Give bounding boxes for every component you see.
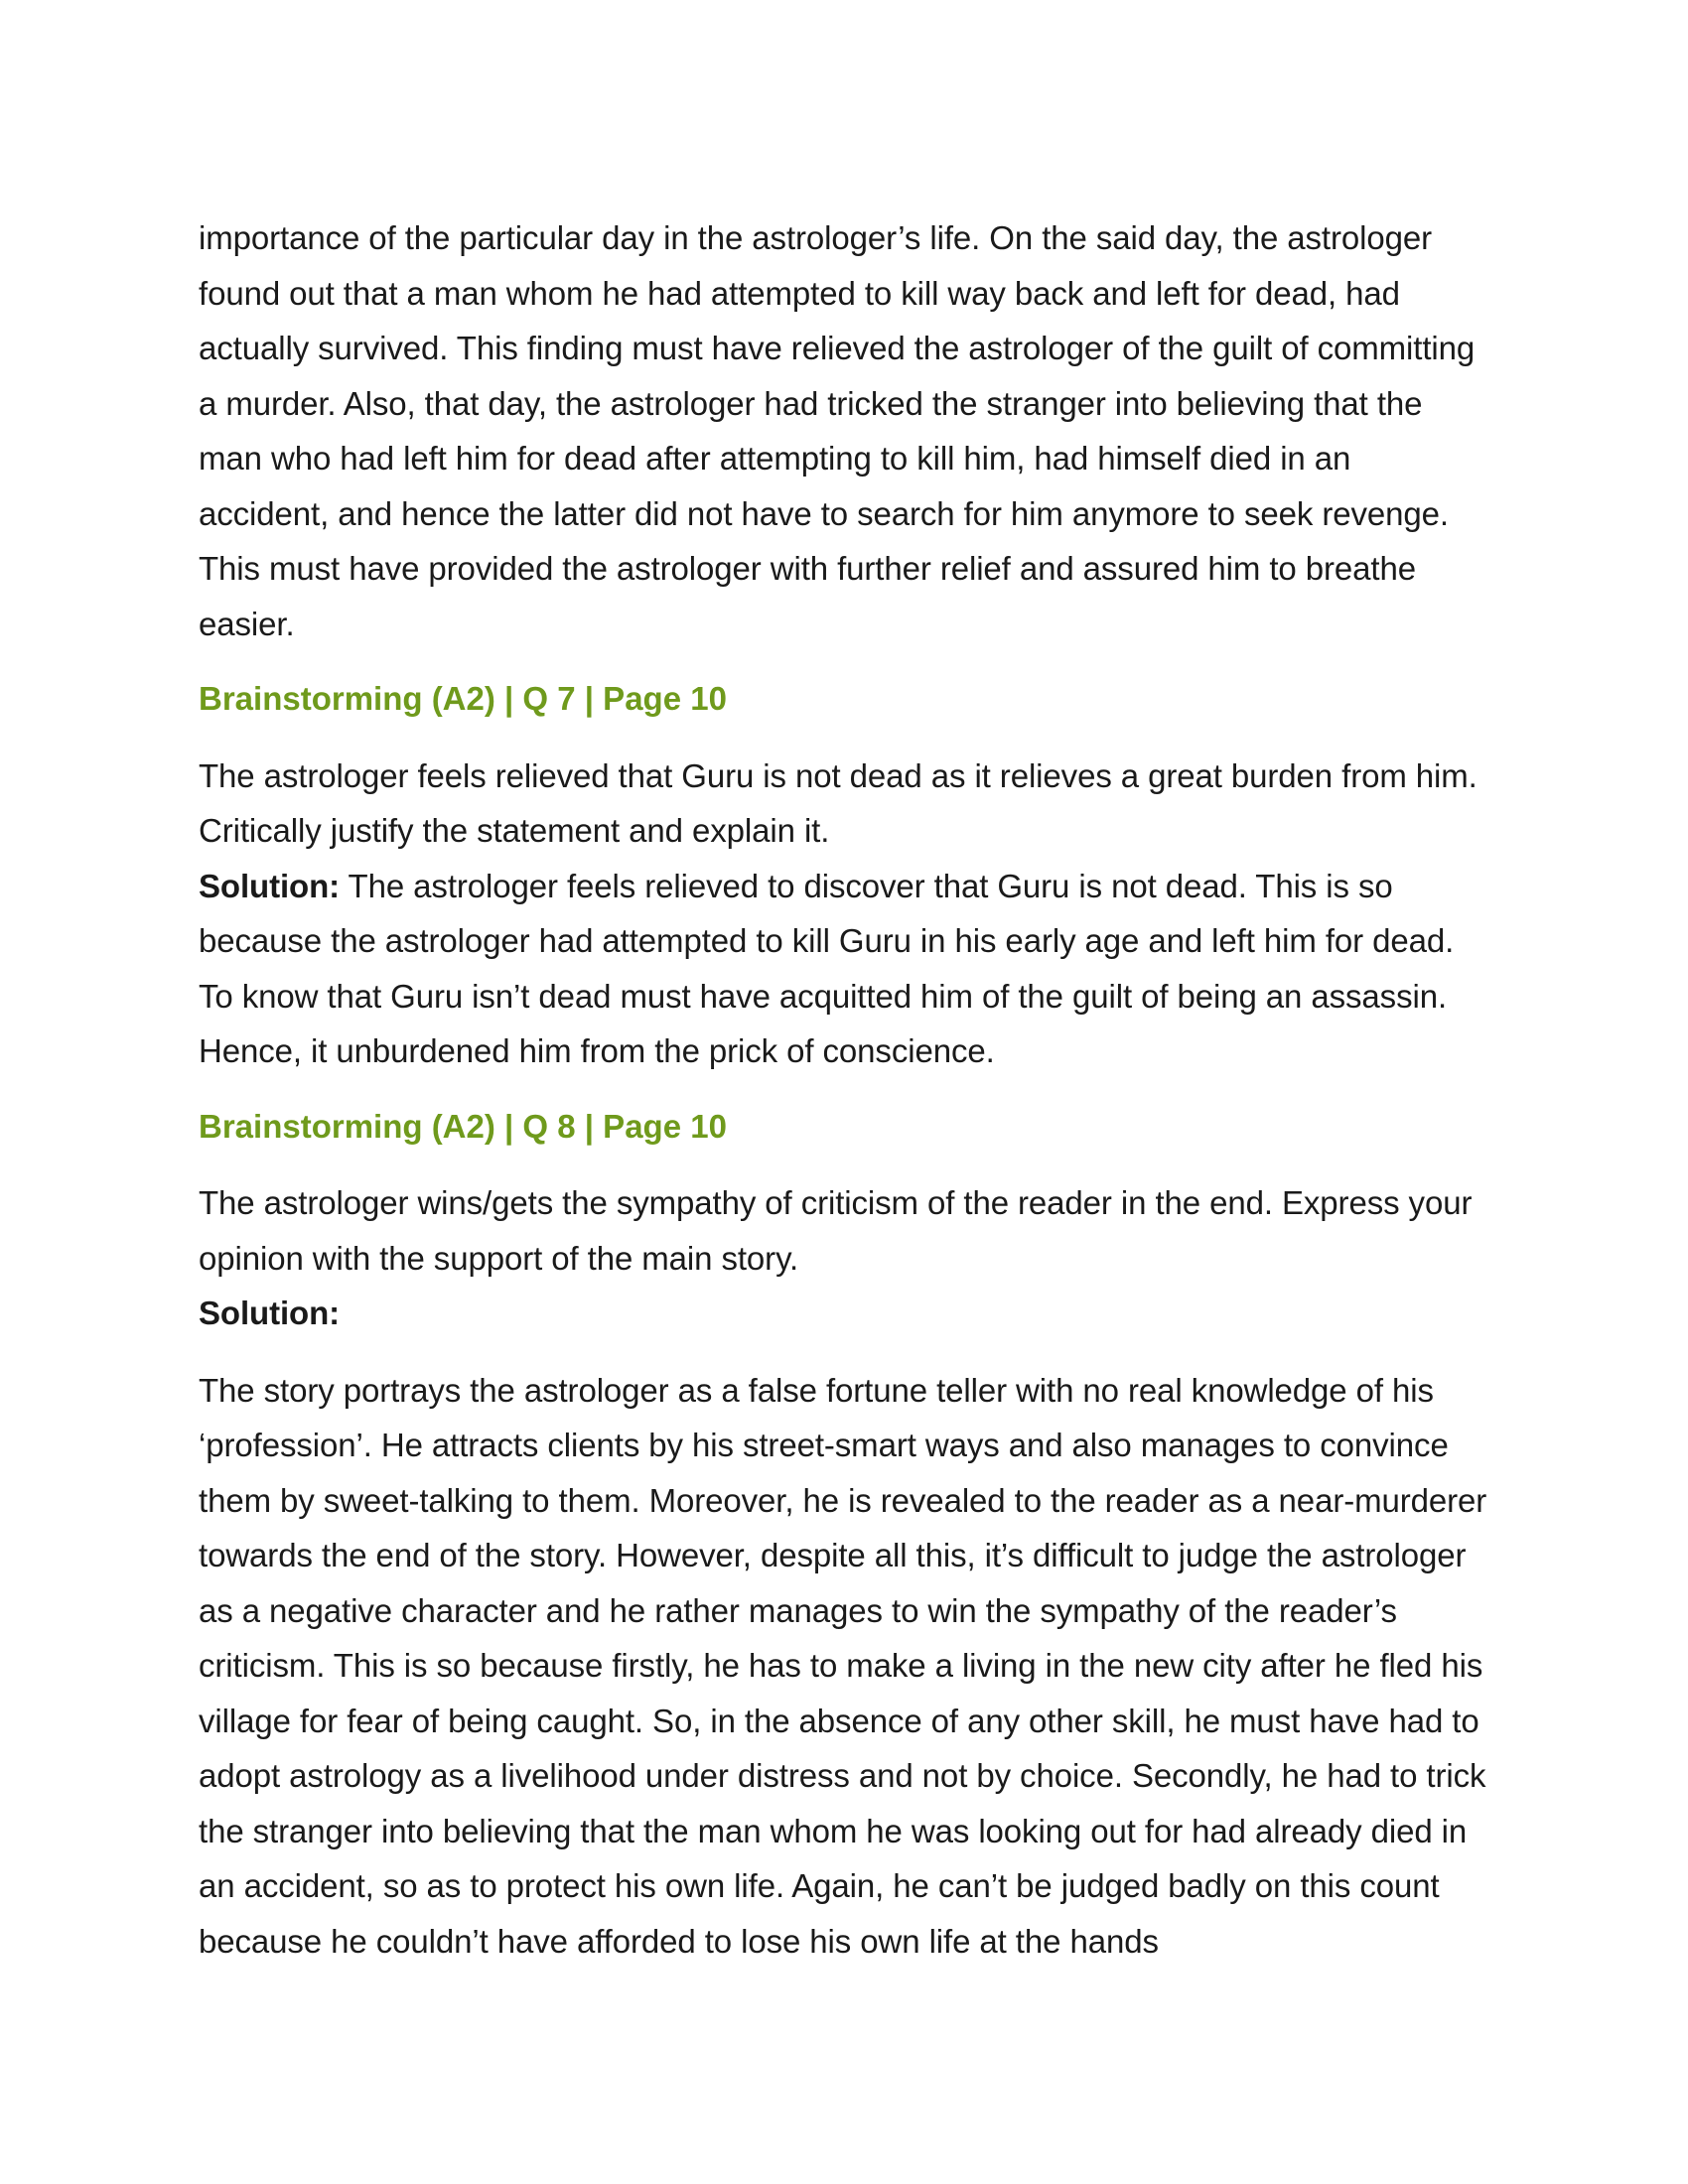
q7-question: The astrologer feels relieved that Guru is not dead as it relieves a great burden from him. Critically justify the statement and explain it. xyxy=(199,756,1477,849)
q7-solution xyxy=(199,859,1489,1079)
q8-solution-label: Solution: xyxy=(199,1295,341,1331)
q8-heading: Brainstorming (A2) | Q 8 | Page 10 xyxy=(199,1107,727,1145)
q7-solution-text: The astrologer feels relieved to discover that Guru is not dead. This is so because the astrologer had attempted to kill Guru in his early age and left him for dead. To know that Guru isn’t dead must have acquitted him of the guilt of being an assassin. Hence, it unburdened him from the prick of conscience. xyxy=(199,867,1455,1069)
document-page xyxy=(199,210,1489,1969)
q8-question: The astrologer wins/gets the sympathy of criticism of the reader in the end. Express your opinion with the support of the main story. xyxy=(199,1184,1473,1277)
spacer xyxy=(199,1341,1489,1363)
q7-heading: Brainstorming (A2) | Q 7 | Page 10 xyxy=(199,680,727,717)
q7-solution-label: Solution: xyxy=(199,867,341,904)
q8-solution-text: The story portrays the astrologer as a false fortune teller with no real knowledge of his ‘profession’. He attracts clients by his street-smart ways and also manages to convince them by sweet-talking to them. Moreover, he is revealed to the reader as a near-murderer towards the end of the story. However, despite all this, it’s difficult to judge the astrologer as a negative character and he rather manages to win the sympathy of the reader’s criticism. This is so because firstly, he has to make a living in the new city after he fled his village for fear of being caught. So, in the absence of any other skill, he must have had to adopt astrology as a livelihood under distress and not by choice. Secondly, he had to trick the stranger into believing that the man whom he was looking out for had already died in an accident, so as to protect his own life. Again, he can’t be judged badly on this count because he couldn’t have afforded to lose his own life at the hands xyxy=(199,1371,1487,1960)
intro-paragraph: importance of the particular day in the astrologer’s life. On the said day, the astrologer found out that a man whom he had attempted to kill way back and left for dead, had actually survived. This finding must have relieved the astrologer of the guilt of committing a murder. Also, that day, the astrologer had tricked the stranger into believing that the man who had left him for dead after attempting to kill him, had himself died in an accident, and hence the latter did not have to search for him anymore to seek revenge. This must have provided the astrologer with further relief and assured him to breathe easier. xyxy=(199,219,1476,642)
